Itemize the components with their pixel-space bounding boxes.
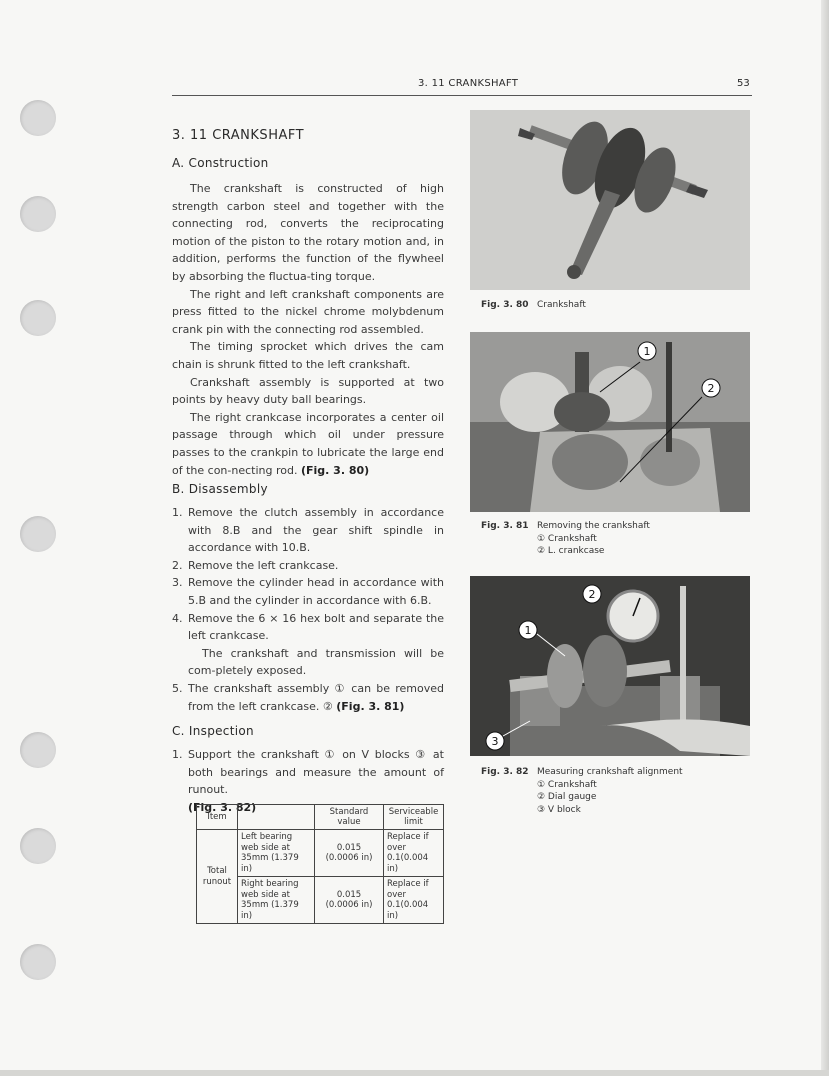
table-cell: 0.015 (0.0006 in) <box>315 877 384 924</box>
caption-item: ① Crankshaft <box>537 779 597 790</box>
list-item: 5. The crankshaft assembly ① can be removed from the left crankcase. ② (Fig. 3. 81) <box>172 681 444 713</box>
table-header: Standard value <box>315 805 384 830</box>
fig-reference: (Fig. 3. 80) <box>300 463 370 477</box>
runout-spec-table <box>196 804 444 924</box>
list-note: The crankshaft and transmission will be com-pletely exposed. <box>188 646 444 678</box>
table-cell: Left bearing web side at 35mm (1.379 in) <box>238 830 315 877</box>
disassembly-steps <box>172 504 444 715</box>
list-item: 4. Remove the 6 × 16 hex bolt and separate the left crankcase. <box>172 611 444 643</box>
figure-crankshaft-photo <box>470 110 750 290</box>
table-cell: Total runout <box>197 830 238 924</box>
construction-text <box>172 180 444 479</box>
caption-item: ③ V block <box>537 804 581 815</box>
crankcase-illustration <box>470 332 750 512</box>
figure-removing-crankshaft-photo <box>470 332 750 512</box>
table-cell: Right bearing web side at 35mm (1.379 in) <box>238 877 315 924</box>
list-item: 3. Remove the cylinder head in accordance with 5.B and the cylinder in accordance with 6.B. <box>172 576 444 607</box>
crankshaft-illustration <box>470 110 750 290</box>
paragraph: The right and left crankshaft components are press fitted to the nickel chrome molybdenum crank pin with the connecting rod assembled. <box>172 287 444 336</box>
binder-hole <box>20 100 56 136</box>
figure-caption: Fig. 3. 80 Crankshaft <box>481 300 586 310</box>
table-cell: Replace if over 0.1(0.004 in) <box>384 877 444 924</box>
callout-2: 2 <box>707 382 715 395</box>
paragraph: The timing sprocket which drives the cam chain is shrunk fitted to the left crankshaft. <box>172 340 444 371</box>
header-rule <box>172 95 752 96</box>
figure-alignment-photo <box>470 576 750 756</box>
binder-hole <box>20 516 56 552</box>
list-item: 2. Remove the left crankcase. <box>172 558 339 572</box>
page-edge <box>821 0 829 1076</box>
caption-item: ① Crankshaft <box>537 533 597 544</box>
dial-gauge-illustration <box>470 576 750 756</box>
disassembly-heading: B. Disassembly <box>172 482 268 496</box>
callout-1: 1 <box>524 624 532 637</box>
binder-hole <box>20 944 56 980</box>
table-header: Item <box>197 805 238 830</box>
table-cell: 0.015 (0.0006 in) <box>315 830 384 877</box>
binder-hole <box>20 300 56 336</box>
construction-heading: A. Construction <box>172 156 269 170</box>
table-header <box>238 805 315 830</box>
binder-hole <box>20 732 56 768</box>
table-cell: Replace if over 0.1(0.004 in) <box>384 830 444 877</box>
list-item: 1. Support the crankshaft ① on V blocks ③ at both bearings and measure the amount of runout. (Fig. 3. 82) <box>172 748 444 814</box>
binder-hole <box>20 196 56 232</box>
fig-reference: (Fig. 3. 81) <box>336 699 405 713</box>
caption-item: ② L. crankcase <box>537 546 605 556</box>
section-title: 3. 11 CRANKSHAFT <box>172 128 305 143</box>
table-header-row <box>197 805 444 830</box>
callout-1: 1 <box>643 345 651 358</box>
page-number: 53 <box>737 78 750 89</box>
callout-3: 3 <box>491 735 499 748</box>
figure-caption: Fig. 3. 82 Measuring crankshaft alignment ① Crankshaft ② Dial gauge ③ V block <box>481 767 683 815</box>
callout-2: 2 <box>588 588 596 601</box>
page-bottom-edge <box>0 1070 829 1076</box>
binder-hole <box>20 828 56 864</box>
running-header: 3. 11 CRANKSHAFT <box>418 78 519 89</box>
table-row <box>197 830 444 877</box>
table-header: Serviceable limit <box>384 805 444 830</box>
paragraph: Crankshaft assembly is supported at two points by heavy duty ball bearings. <box>172 375 444 407</box>
figure-caption: Fig. 3. 81 Removing the crankshaft ① Crankshaft ② L. crankcase <box>481 521 650 556</box>
fig-reference: (Fig. 3. 82) <box>188 800 257 814</box>
paragraph: The right crankcase incorporates a center oil passage through which oil under pressure passes to the crankpin to lubricate the large end of the con-necting rod. (Fig. 3. 80) <box>172 410 444 477</box>
inspection-heading: C. Inspection <box>172 724 254 738</box>
caption-item: ② Dial gauge <box>537 792 597 802</box>
paragraph: The crankshaft is constructed of high strength carbon steel and together with the connecting rod, converts the reciprocating motion of the piston to the rotary motion and, in addition, performs the function of the flywheel by absorbing the fluctua-ting torque. <box>172 182 444 283</box>
list-item: 1. Remove the clutch assembly in accordance with 8.B and the gear shift spindle in accordance with 10.B. <box>172 506 444 555</box>
